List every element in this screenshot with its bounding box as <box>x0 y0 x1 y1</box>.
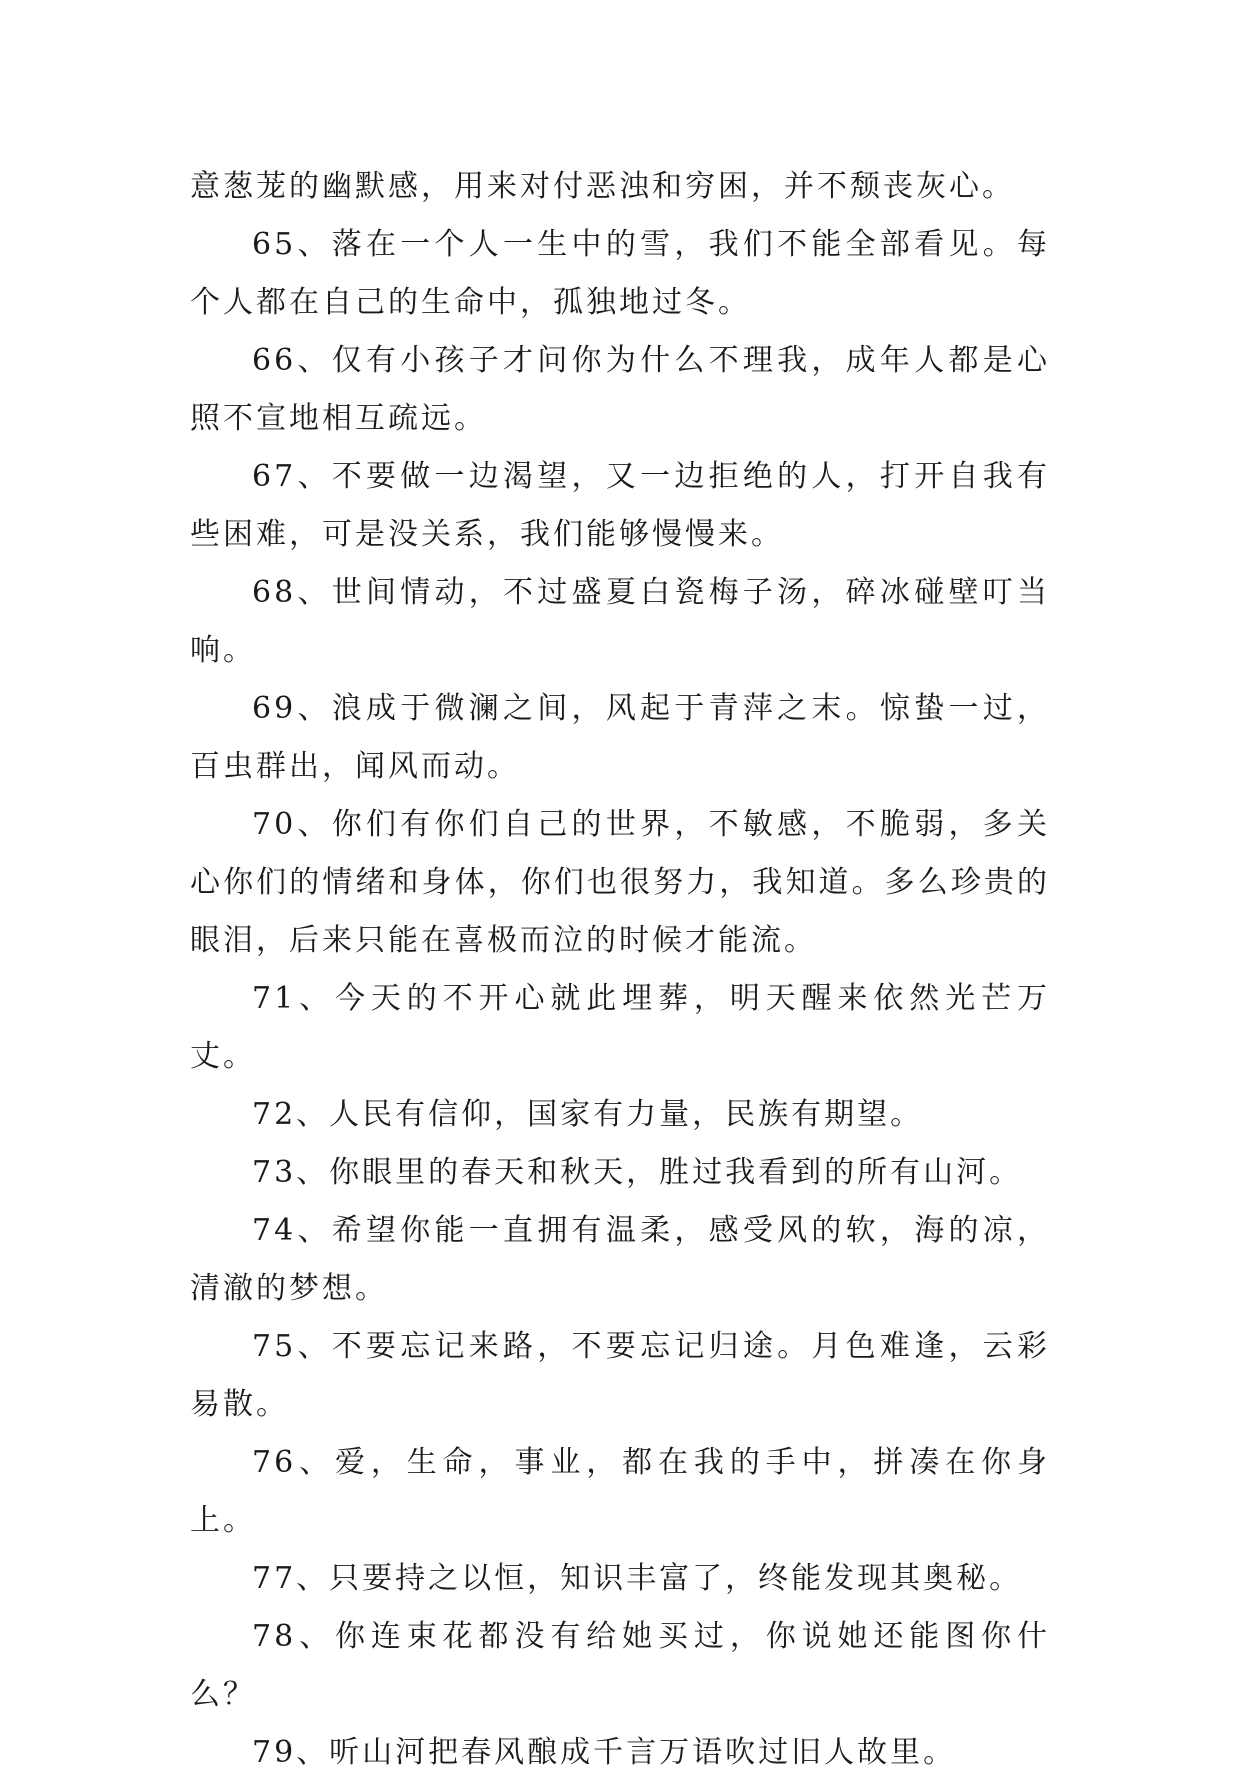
paragraph-71: 71、今天的不开心就此埋葬，明天醒来依然光芒万丈。 <box>190 981 1050 1074</box>
paragraph-75: 75、不要忘记来路，不要忘记归途。月色难逢，云彩易散。 <box>190 1329 1050 1422</box>
paragraph-78: 78、你连束花都没有给她买过，你说她还能图你什么？ <box>190 1619 1050 1712</box>
document-body <box>190 158 1050 1782</box>
paragraph-73: 73、你眼里的春天和秋天，胜过我看到的所有山河。 <box>252 1155 1023 1190</box>
paragraph-continuation: 意葱茏的幽默感，用来对付恶浊和穷困，并不颓丧灰心。 <box>190 169 1015 204</box>
paragraph-74: 74、希望你能一直拥有温柔，感受风的软，海的凉，清澈的梦想。 <box>190 1213 1050 1306</box>
paragraph-68: 68、世间情动，不过盛夏白瓷梅子汤，碎冰碰壁叮当响。 <box>190 575 1050 668</box>
paragraph-79: 79、听山河把春风酿成千言万语吹过旧人故里。 <box>252 1735 957 1770</box>
paragraph-70: 70、你们有你们自己的世界，不敏感，不脆弱，多关心你们的情绪和身体，你们也很努力，我知道。多么珍贵的眼泪，后来只能在喜极而泣的时候才能流。 <box>190 807 1050 958</box>
paragraph-77: 77、只要持之以恒，知识丰富了，终能发现其奥秘。 <box>252 1561 1023 1596</box>
paragraph-76: 76、爱，生命，事业，都在我的手中，拼凑在你身上。 <box>190 1445 1050 1538</box>
paragraph-65: 65、落在一个人一生中的雪，我们不能全部看见。每个人都在自己的生命中，孤独地过冬。 <box>190 227 1050 320</box>
paragraph-69: 69、浪成于微澜之间，风起于青萍之末。惊蛰一过，百虫群出，闻风而动。 <box>190 691 1050 784</box>
paragraph-72: 72、人民有信仰，国家有力量，民族有期望。 <box>252 1097 924 1132</box>
paragraph-67: 67、不要做一边渴望，又一边拒绝的人，打开自我有些困难，可是没关系，我们能够慢慢来。 <box>190 459 1050 552</box>
paragraph-66: 66、仅有小孩子才问你为什么不理我，成年人都是心照不宣地相互疏远。 <box>190 343 1050 436</box>
